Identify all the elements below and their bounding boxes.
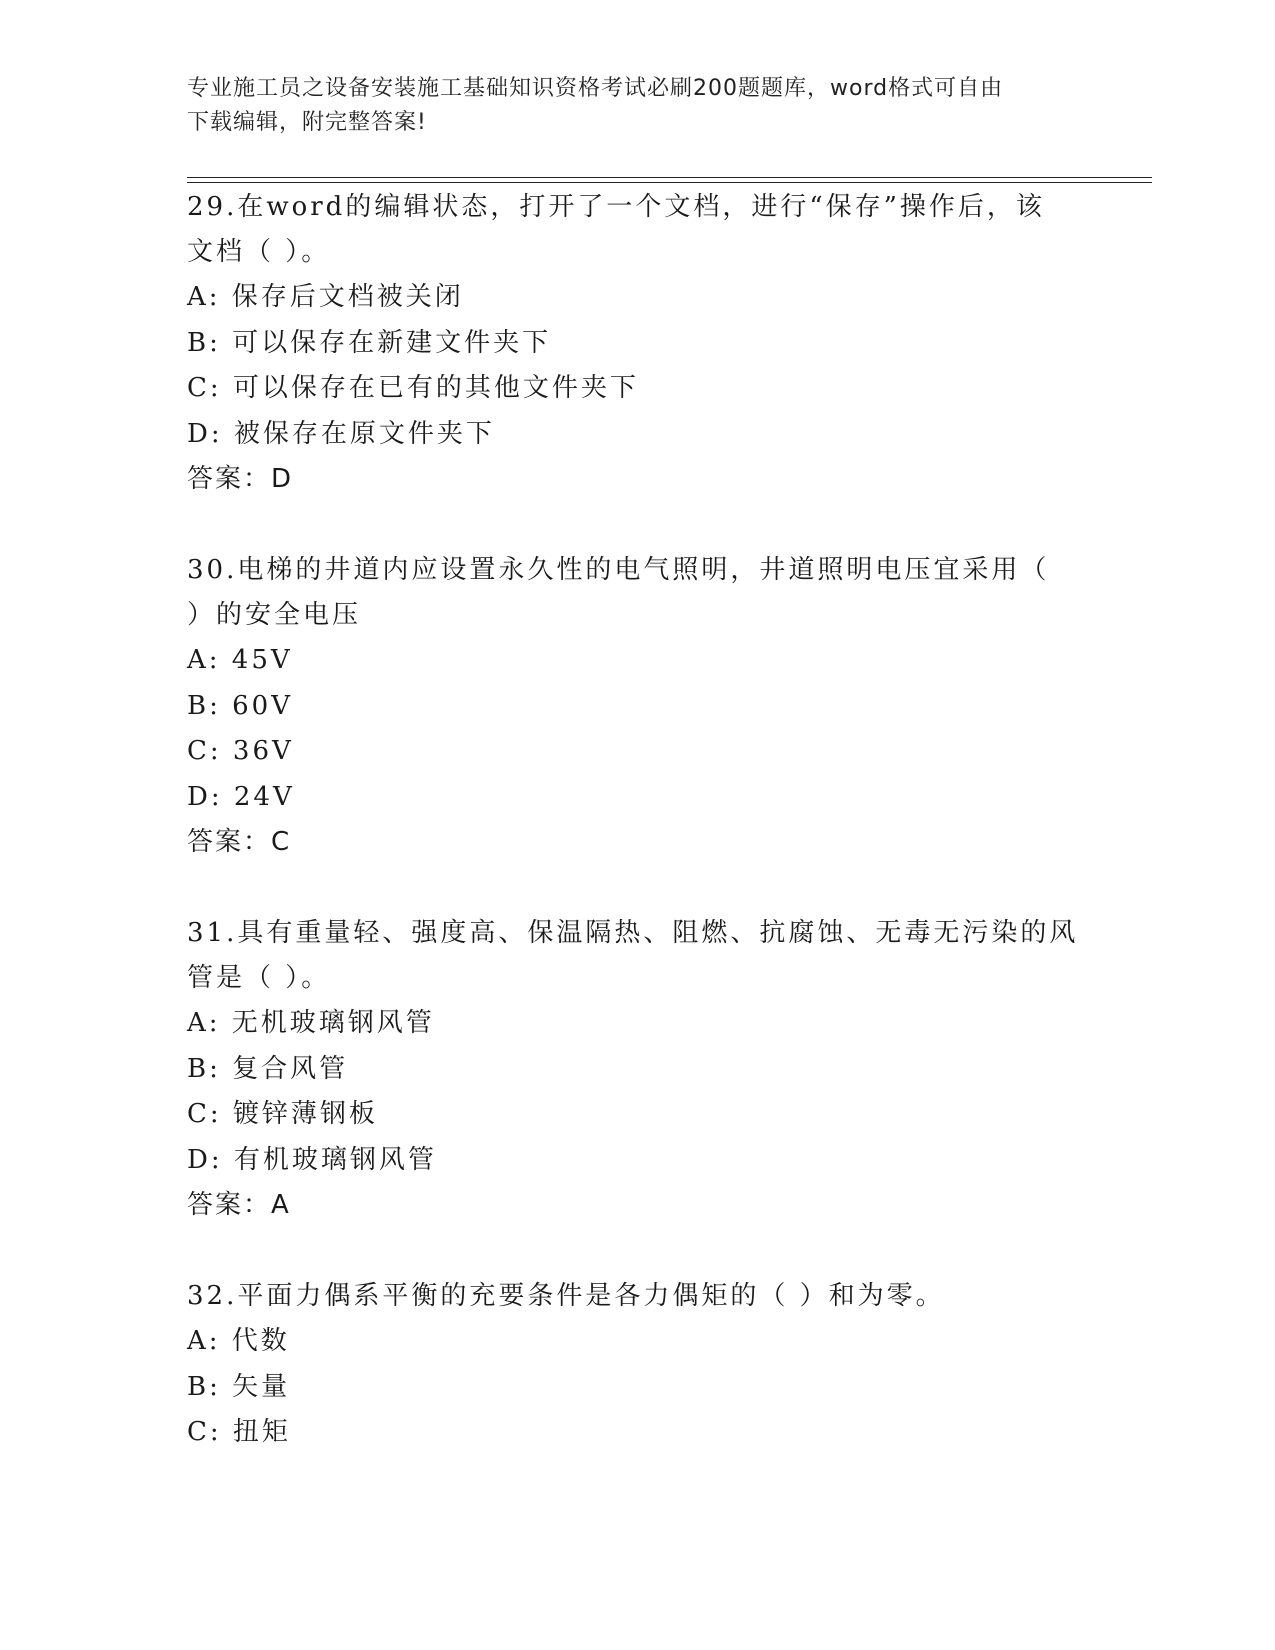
question-32 [187, 1274, 1087, 1456]
document-header [187, 72, 1067, 140]
header-divider-top [187, 177, 1152, 178]
question-31 [187, 911, 1087, 1228]
answer: 答案：C [187, 827, 292, 857]
question-stem-line-1: 32.平面力偶系平衡的充要条件是各力偶矩的（ ）和为零。 [187, 1281, 945, 1311]
option-a: A: 无机玻璃钢风管 [187, 1008, 435, 1038]
option-b: B: 复合风管 [187, 1053, 349, 1084]
question-stem-line-1: 31.具有重量轻、强度高、保温隔热、阻燃、抗腐蚀、无毒无污染的风 [187, 918, 1079, 948]
option-c: C: 36V [187, 736, 294, 766]
header-line-1: 专业施工员之设备安装施工基础知识资格考试必刷200题题库，word格式可自由 [187, 76, 1004, 101]
answer: 答案：A [187, 1190, 291, 1220]
option-b: B: 矢量 [187, 1371, 291, 1402]
option-c: C: 镀锌薄钢板 [187, 1099, 378, 1129]
question-stem-line-2: 文档（ ）。 [187, 237, 331, 267]
header-line-2: 下载编辑，附完整答案! [187, 110, 427, 135]
option-d: D: 有机玻璃钢风管 [187, 1144, 437, 1175]
option-b: B: 可以保存在新建文件夹下 [187, 327, 552, 358]
answer: 答案：D [187, 464, 294, 494]
option-c: C: 可以保存在已有的其他文件夹下 [187, 373, 639, 403]
option-d: D: 被保存在原文件夹下 [187, 418, 495, 449]
option-c: C: 扭矩 [187, 1417, 291, 1447]
option-a: A: 45V [187, 645, 293, 675]
option-a: A: 保存后文档被关闭 [187, 282, 464, 312]
question-30 [187, 548, 1087, 865]
option-d: D: 24V [187, 781, 295, 812]
question-29 [187, 185, 1087, 502]
header-divider-bottom [187, 182, 1152, 183]
question-stem-line-2: 管是（ ）。 [187, 963, 331, 993]
question-stem-line-2: ）的安全电压 [187, 600, 362, 630]
option-b: B: 60V [187, 690, 293, 721]
question-stem-line-1: 30.电梯的井道内应设置永久性的电气照明，井道照明电压宜采用（ [187, 555, 1050, 585]
option-a: A: 代数 [187, 1326, 290, 1356]
question-stem-line-1: 29.在word的编辑状态，打开了一个文档，进行“保存”操作后，该 [187, 192, 1045, 222]
